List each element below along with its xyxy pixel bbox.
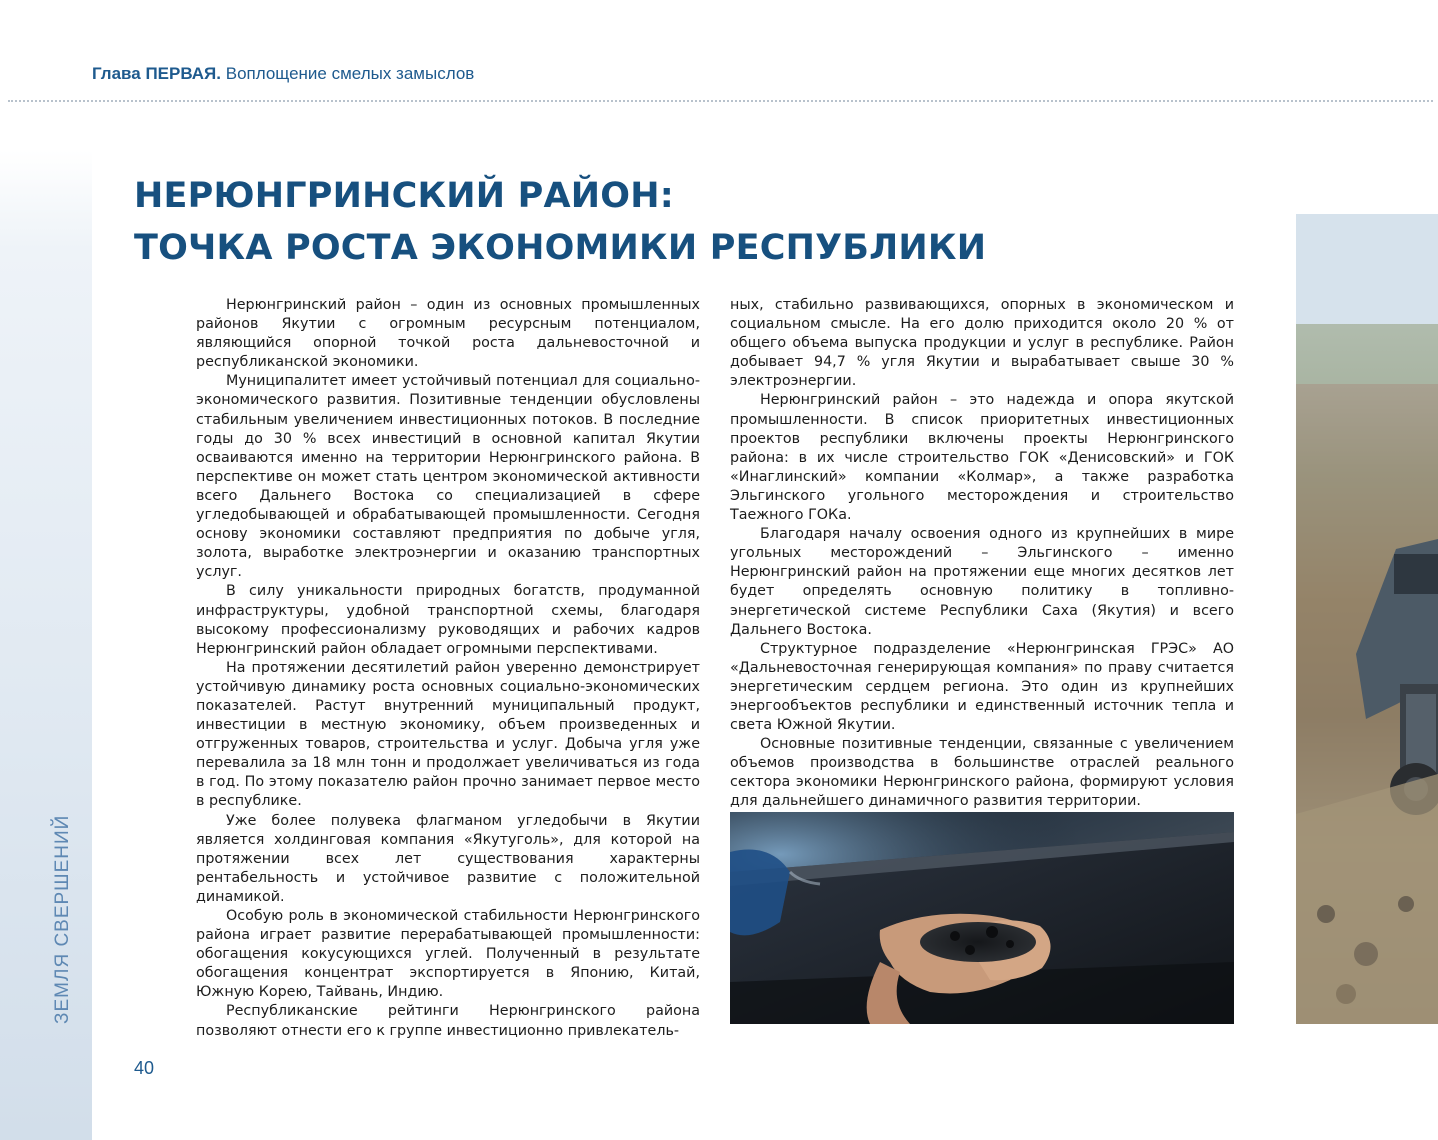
- page-number: 40: [134, 1058, 155, 1078]
- title-line-2: ТОЧКА РОСТА ЭКОНОМИКИ РЕСПУБЛИКИ: [134, 228, 987, 268]
- paragraph: Благодаря началу освоения одного из крупнейших в мире угольных месторождений – Эльгинского – именно Нерюнгринский район на протяжении еще многих десятков лет будет определять основную политику в топливно-энергетической системе Республики Саха (Якутия) и всего Дальнего Востока.: [730, 526, 1234, 638]
- paragraph-continued: ных, стабильно развивающихся, опорных в экономическом и социальном смысле. На его долю приходится около 20 % от общего объема выпуска продукции и услуг в республике. Район добывает 94,7 % угля Якутии и вырабатывает свыше 30 % электроэнергии.: [730, 297, 1234, 390]
- paragraph: В силу уникальности природных богатств, продуманной инфраструктуры, удобной транспортной схемы, благодаря высокому профессионализму руководящих и рабочих кадров Нерюнгринский район обладает огромными перспективами.: [196, 583, 700, 657]
- paragraph: Муниципалитет имеет устойчивый потенциал для социально-экономического развития. Позитивные тенденции обусловлены стабильным увеличением инвестиционных потоков. В последние годы до 30 % всех инвестиций в основной капитал Якутии осваиваются именно на территории Нерюнгринского района. В перспективе он может стать центром экономической активности всего Дальнего Востока со специализацией в сфере угледобывающей и обрабатывающей промышленности. Сегодня основу экономики составляют предприятия по добыче угля, золота, выработке электроэнергии и оказанию транспортных услуг.: [196, 373, 700, 581]
- article-column-left: [196, 296, 700, 1041]
- paragraph: Республиканские рейтинги Нерюнгринского района позволяют отнести его к группе инвестиционно привлекатель-: [196, 1003, 700, 1039]
- paragraph: Основные позитивные тенденции, связанные с увеличением объемов производства в большинстве отраслей реального сектора экономики Нерюнгринского района, формируют условия для дальнейшего динамичного развития территории.: [730, 736, 1234, 810]
- mining-truck-photo: [1296, 214, 1438, 1024]
- title-line-1: НЕРЮНГРИНСКИЙ РАЙОН:: [134, 176, 674, 216]
- article-title: [134, 170, 986, 274]
- paragraph: На протяжении десятилетий район уверенно демонстрирует устойчивую динамику роста основных социально-экономических показателей. Растут внутренний муниципальный продукт, инвестиции в местную экономику, объем произведенных и отгруженных товаров, строительства и услуг. Добыча угля уже перевалила за 18 млн тонн и продолжает увеличиваться из года в год. По этому показателю район прочно занимает первое место в республике.: [196, 659, 700, 810]
- paragraph: Нерюнгринский район – один из основных промышленных районов Якутии с огромным ресурсным потенциалом, являющийся опорной точкой роста дальневосточной и республиканской экономики.: [196, 297, 700, 371]
- coal-hands-photo: [730, 812, 1234, 1024]
- header-divider: [8, 100, 1433, 102]
- paragraph: Нерюнгринский район – это надежда и опора якутской промышленности. В список приоритетных инвестиционных проектов республики включены проекты Нерюнгринского района: в их числе строительство ГОК «Денисовский» и ГОК «Инаглинский» компании «Колмар», а также разработка Эльгинского угольного месторождения и строительство Таежного ГОКа.: [730, 392, 1234, 524]
- running-header: [92, 64, 474, 84]
- coal-conveyor-illustration: [730, 812, 1234, 1024]
- paragraph: Уже более полувека флагманом угледобычи в Якутии является холдинговая компания «Якутуголь», для которой на протяжении всех лет существования характерны рентабельность и устойчивое развитие с положительной динамикой.: [196, 812, 700, 905]
- chapter-label: Глава ПЕРВАЯ.: [92, 64, 221, 83]
- paragraph: Особую роль в экономической стабильности Нерюнгринского района играет развитие перерабатывающей промышленности: обогащения кокусующихся углей. Полученный в результате обогащения концентрат экспортируется в Японию, Китай, Южную Корею, Тайвань, Индию.: [196, 908, 700, 1001]
- chapter-subtitle: Воплощение смелых замыслов: [225, 64, 475, 83]
- sidebar-label: ЗЕМЛЯ СВЕРШЕНИЙ: [52, 814, 73, 1024]
- article-column-right: [730, 296, 1234, 812]
- mining-truck-illustration: [1296, 214, 1438, 1024]
- sidebar-band: [0, 150, 92, 1140]
- paragraph: Структурное подразделение «Нерюнгринская ГРЭС» АО «Дальневосточная генерирующая компания» по праву считается энергетическим сердцем региона. Это один из крупнейших энергообъектов республики и единственный источник тепла и света Южной Якутии.: [730, 640, 1234, 734]
